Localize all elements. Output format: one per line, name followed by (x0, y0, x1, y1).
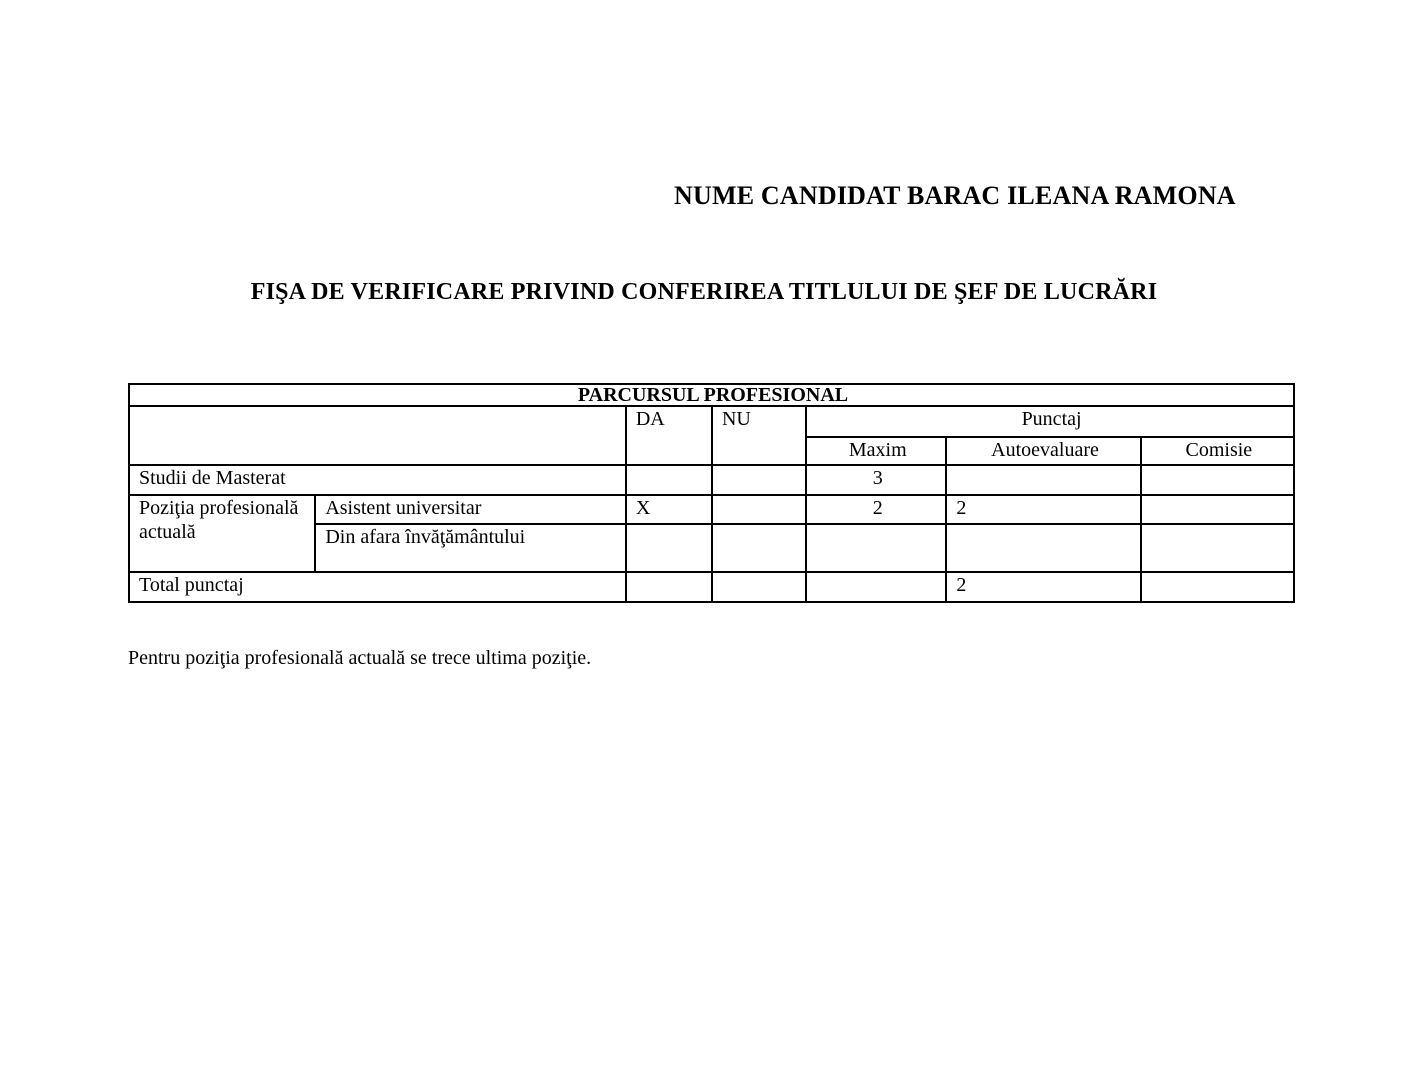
table-header-row (129, 406, 1294, 437)
cell-studii-da (626, 465, 712, 495)
footnote: Pentru poziţia profesională actuală se trece ultima poziţie. (128, 647, 592, 669)
cell-dinafara-comisie (1141, 524, 1294, 572)
table-row-studii (129, 465, 1294, 495)
column-header-autoevaluare: Autoevaluare (946, 437, 1140, 465)
cell-dinafara-maxim (806, 524, 946, 572)
cell-total-maxim (806, 572, 946, 602)
cell-asistent-autoevaluare: 2 (946, 495, 1140, 524)
cell-studii-comisie (1141, 465, 1294, 495)
row-label-total-punctaj: Total punctaj (129, 572, 626, 602)
cell-total-autoevaluare: 2 (946, 572, 1140, 602)
cell-studii-autoevaluare (946, 465, 1140, 495)
cell-studii-maxim: 3 (806, 465, 946, 495)
document-title: FIŞA DE VERIFICARE PRIVIND CONFERIREA TITLULUI DE ŞEF DE LUCRĂRI (250, 279, 1158, 305)
row-label-pozitia-profesionala: Poziţia profesională actuală (129, 495, 315, 572)
table-title-row (129, 384, 1294, 406)
candidate-name-heading: NUME CANDIDAT BARAC ILEANA RAMONA (674, 181, 1236, 210)
cell-asistent-da: X (626, 495, 712, 524)
cell-dinafara-nu (712, 524, 806, 572)
cell-dinafara-autoevaluare (946, 524, 1140, 572)
column-header-comisie: Comisie (1141, 437, 1294, 465)
row-label-asistent-universitar: Asistent universitar (315, 495, 626, 524)
table-row-asistent (129, 495, 1294, 524)
column-header-nu: NU (712, 406, 806, 465)
table-title: PARCURSUL PROFESIONAL (129, 384, 1294, 406)
row-label-studii-de-masterat: Studii de Masterat (129, 465, 626, 495)
cell-asistent-comisie (1141, 495, 1294, 524)
cell-asistent-nu (712, 495, 806, 524)
cell-total-da (626, 572, 712, 602)
column-header-da: DA (626, 406, 712, 465)
cell-asistent-maxim: 2 (806, 495, 946, 524)
cell-dinafara-da (626, 524, 712, 572)
row-label-din-afara-invatamantului: Din afara învăţământului (315, 524, 626, 572)
cell-total-comisie (1141, 572, 1294, 602)
parcursul-profesional-table (128, 383, 1295, 603)
column-header-maxim: Maxim (806, 437, 946, 465)
column-header-punctaj: Punctaj (806, 406, 1294, 437)
cell-total-nu (712, 572, 806, 602)
table-row-total (129, 572, 1294, 602)
header-empty-cell (129, 406, 626, 465)
cell-studii-nu (712, 465, 806, 495)
